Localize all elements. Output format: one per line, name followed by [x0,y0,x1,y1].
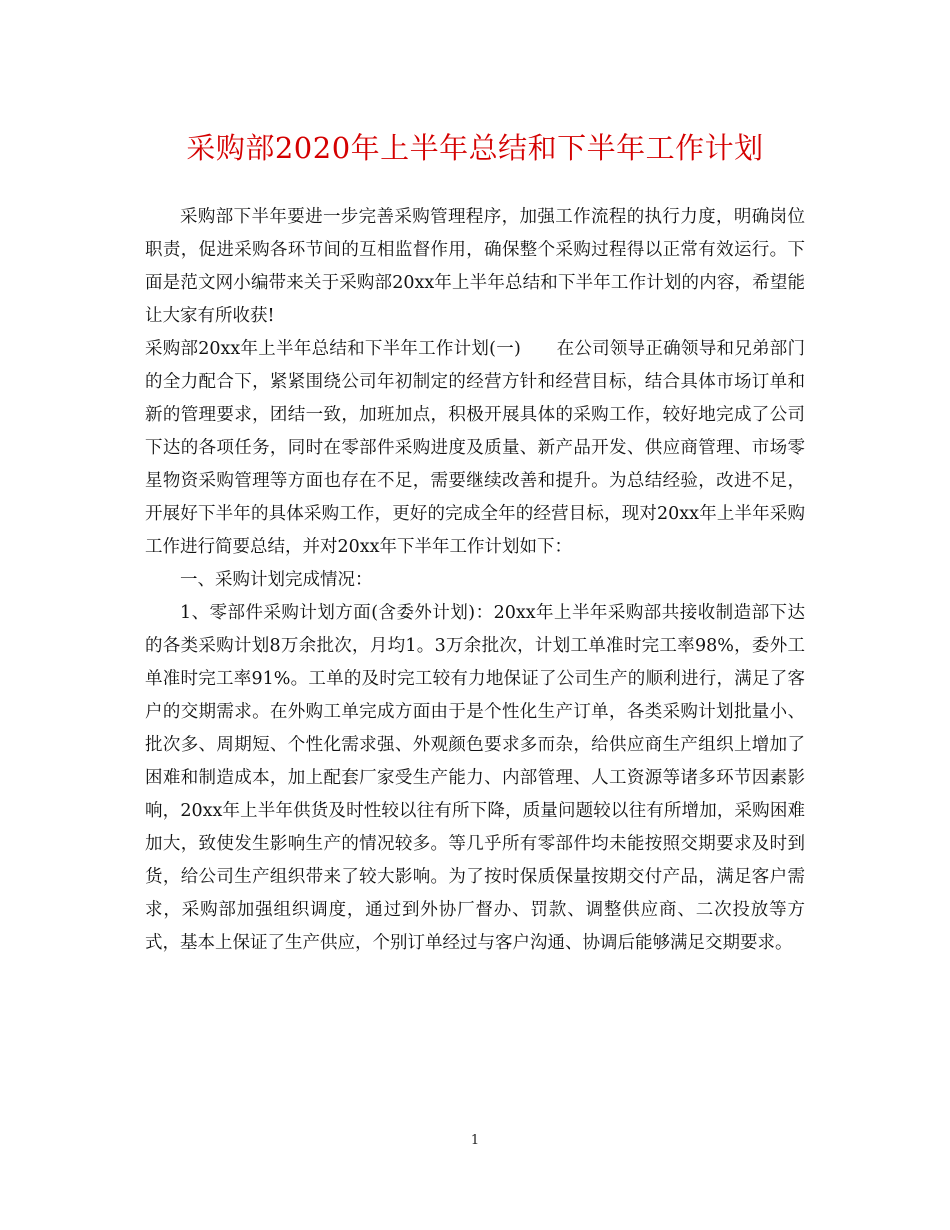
paragraph-section-heading: 一、采购计划完成情况： [180,570,373,590]
document-title: 采购部2020年上半年总结和下半年工作计划 [186,131,764,165]
paragraph-plan-one: 采购部20xx年上半年总结和下半年工作计划(一) 在公司领导正确领导和兄弟部门的全力配合下，紧紧围绕公司年初制定的经营方针和经营目标，结合具体市场订单和新的管理要求，团结一致，加班加点，积极开展具体的采购工作，较好地完成了公司下达的各项任务，同时在零部件采购进度及质量、新产品开发、供应商管理、市场零星物资采购管理等方面也存在不足，需要继续改善和提升。为总结经验，改进不足，开展好下半年的具体采购工作，更好的完成全年的经营目标，现对20xx年上半年采购工作进行简要总结，并对20xx年下半年工作计划如下： [145,339,805,557]
paragraph-intro: 采购部下半年要进一步完善采购管理程序，加强工作流程的执行力度，明确岗位职责，促进采购各环节间的互相监督作用，确保整个采购过程得以正常有效运行。下面是范文网小编带来关于采购部20xx年上半年总结和下半年工作计划的内容，希望能让大家有所收获! [145,207,805,326]
page-number: 1 [470,1133,480,1148]
paragraph-parts-procurement: 1、零部件采购计划方面(含委外计划)：20xx年上半年采购部共接收制造部下达的各类采购计划8万余批次，月均1。3万余批次，计划工单准时完工率98%，委外工单准时完工率91%。工单的及时完工较有力地保证了公司生产的顺利进行，满足了客户的交期需求。在外购工单完成方面由于是个性化生产订单，各类采购计划批量小、批次多、周期短、个性化需求强、外观颜色要求多而杂，给供应商生产组织上增加了困难和制造成本，加上配套厂家受生产能力、内部管理、人工资源等诸多环节因素影响，20xx年上半年供货及时性较以往有所下降，质量问题较以往有所增加，采购困难加大，致使发生影响生产的情况较多。等几乎所有零部件均未能按照交期要求及时到货，给公司生产组织带来了较大影响。为了按时保质保量按期交付产品，满足客户需求，采购部加强组织调度，通过到外协厂督办、罚款、调整供应商、二次投放等方式，基本上保证了生产供应，个别订单经过与客户沟通、协调后能够满足交期要求。 [145,603,805,953]
document-body [145,201,805,960]
